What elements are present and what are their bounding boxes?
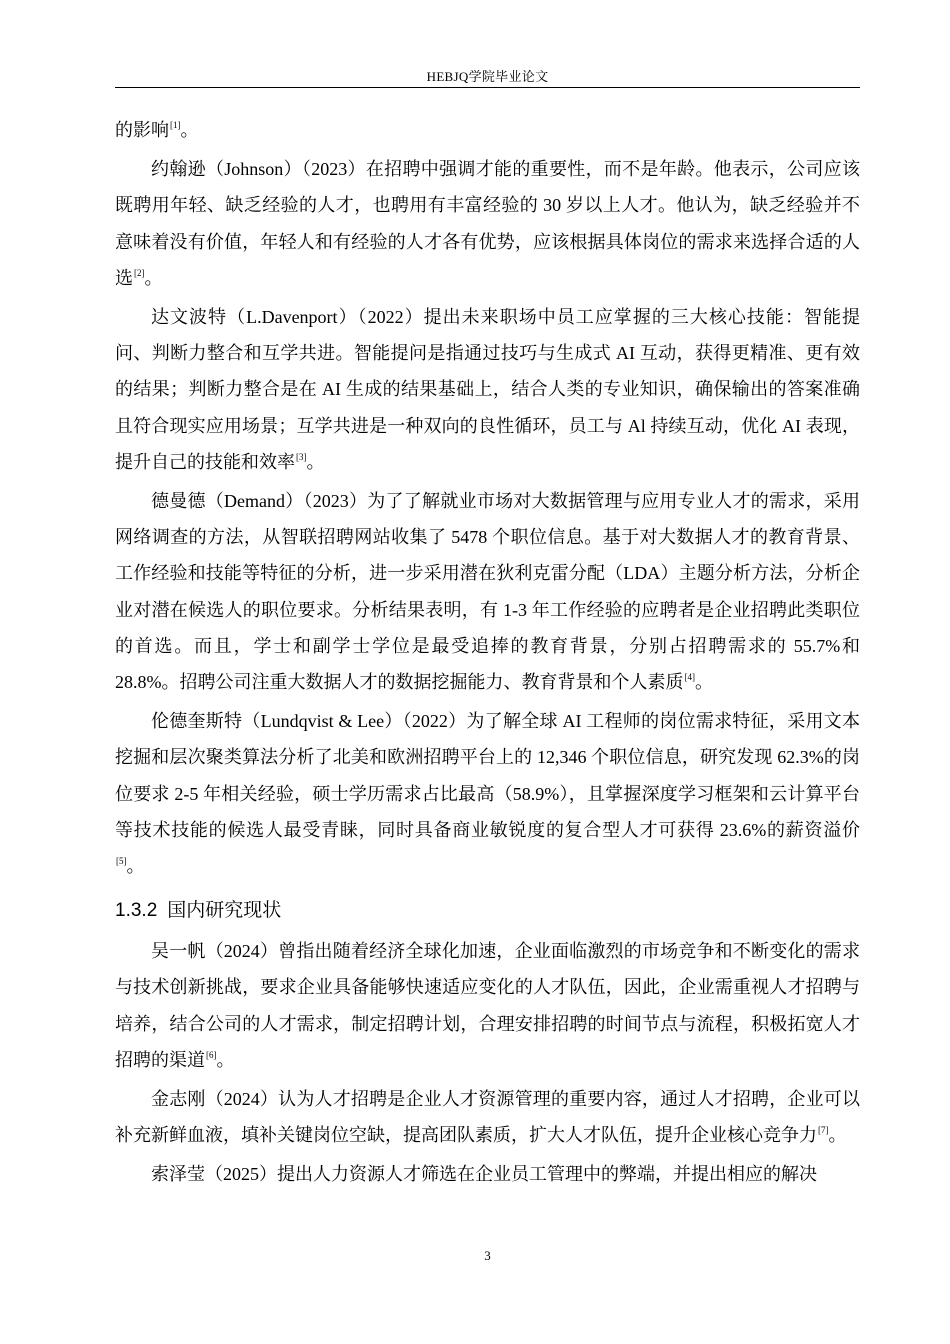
paragraph-text: 达文波特（L.Davenport）（2022）提出未来职场中员工应掌握的三大核心技能：智能提问、判断力整合和互学共进。智能提问是指通过技巧与生成式 AI 互动，获得更精准、更有效的结果；判断力整合是在 AI 生成的结果基础上，结合人类的专业知识，确保输出的答案准确且符合现实应用场景；互学共进是一种双向的良性循环，员工与 Al 持续互动，优化 AI 表现，提升自己的技能和效率 [115, 307, 860, 472]
paragraph-continued [115, 112, 860, 151]
citation-ref: [2] [134, 267, 145, 278]
section-heading [115, 891, 860, 931]
paragraph-demand [115, 483, 860, 703]
paragraph-end: 。 [126, 856, 145, 877]
paragraph-lundqvist [115, 703, 860, 887]
page-body [115, 112, 860, 1193]
paragraph-davenport [115, 299, 860, 483]
paragraph-text: 吴一帆（2024）曾指出随着经济全球化加速，企业面临激烈的市场竞争和不断变化的需求与技术创新挑战，要求企业具备能够快速适应变化的人才队伍，因此，企业需重视人才招聘与培养，结合公司的人才需求，制定招聘计划，合理安排招聘的时间节点与流程，积极拓宽人才招聘的渠道 [115, 941, 860, 1070]
paragraph-text: 的影响 [115, 120, 169, 140]
paragraph-text: 德曼德（Demand）（2023）为了了解就业市场对大数据管理与应用专业人才的需求，采用网络调查的方法，从智联招聘网站收集了 5478 个职位信息。基于对大数据人才的教育背景、工作经验和技能等特征的分析，进一步采用潜在狄利克雷分配（LDA）主题分析方法，分析企业对潜在候选人的职位要求。分析结果表明，有 1-3 年工作经验的应聘者是企业招聘此类职位的首选。而且，学士和副学士学位是最受追捧的教育背景，分别占招聘需求的 55.7%和 28.8%。招聘公司注重大数据人才的数据挖掘能力、教育背景和个人素质 [115, 491, 860, 693]
paragraph-suo [115, 1156, 860, 1192]
citation-ref: [1] [170, 119, 181, 130]
citation-ref: [7] [818, 1125, 829, 1136]
section-number: 1.3.2 [115, 900, 158, 922]
page-number: 3 [484, 1248, 491, 1263]
running-header: HEBJQ学院毕业论文 [426, 69, 549, 84]
paragraph-text: 伦德奎斯特（Lundqvist & Lee）（2022）为了解全球 AI 工程师的岗位需求特征，采用文本挖掘和层次聚类算法分析了北美和欧洲招聘平台上的 12,346 个职位信息，研究发现 62.3%的岗位要求 2-5 年相关经验，硕士学历需求占比最高（58.9%），且掌握深度学习框架和云计算平台等技术技能的候选人最受青睐，同时具备商业敏锐度的复合型人才可获得 23.6%的薪资溢价 [115, 711, 860, 840]
citation-ref: [3] [296, 451, 307, 462]
paragraph-end: 。 [695, 672, 713, 693]
citation-ref: [6] [206, 1049, 217, 1060]
paragraph-end: 。 [828, 1125, 847, 1146]
paragraph-text: 约翰逊（Johnson）（2023）在招聘中强调才能的重要性，而不是年龄。他表示，公司应该既聘用年轻、缺乏经验的人才，也聘用有丰富经验的 30 岁以上人才。他认为，缺乏经验并不意味着没有价值，年轻人和有经验的人才各有优势，应该根据具体岗位的需求来选择合适的人选 [115, 159, 860, 288]
header-divider [115, 87, 860, 88]
paragraph-text: 金志刚（2024）认为人才招聘是企业人才资源管理的重要内容，通过人才招聘，企业可以补充新鲜血液，填补关键岗位空缺，提高团队素质，扩大人才队伍，提升企业核心竞争力 [115, 1089, 860, 1146]
paragraph-text: 索泽莹（2025）提出人力资源人才筛选在企业员工管理中的弊端，并提出相应的解决 [151, 1164, 817, 1185]
paragraph-jin [115, 1081, 860, 1156]
citation-ref: [4] [684, 671, 695, 682]
paragraph-end: 。 [216, 1049, 235, 1070]
citation-ref: [5] [116, 855, 127, 866]
paragraph-wu [115, 933, 860, 1081]
paragraph-johnson [115, 151, 860, 299]
paragraph-end: 。 [180, 120, 199, 140]
paragraph-end: 。 [306, 451, 325, 472]
paragraph-end: 。 [144, 267, 163, 288]
section-title: 国内研究现状 [167, 900, 282, 922]
